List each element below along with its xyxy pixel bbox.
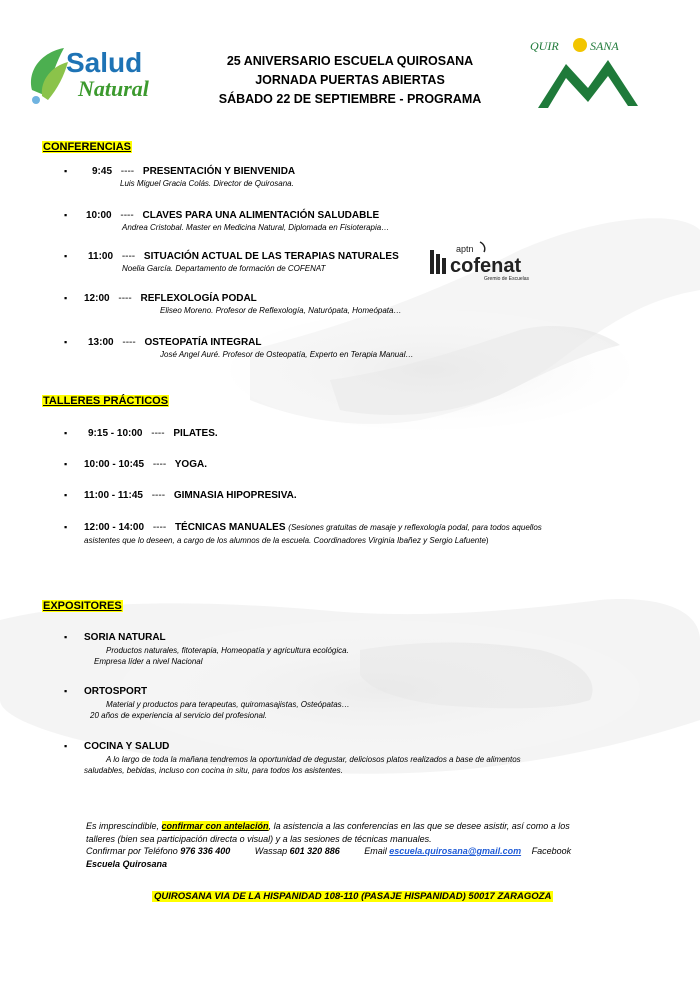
bullet-icon: ▪ (64, 337, 68, 347)
conference-speaker: Noelia García. Departamento de formación de COFENAT (122, 264, 326, 273)
quirosana-logo (528, 36, 648, 110)
svg-text:SANA: SANA (590, 39, 619, 53)
note-text: talleres (bien sea participación directa o visual) y a las sesiones de técnicas manuales. (86, 833, 432, 844)
exhibitor-name: ORTOSPORT (84, 686, 148, 697)
section-talleres-title: TALLERES PRÁCTICOS (43, 395, 169, 407)
workshop-title: YOGA. (174, 459, 207, 470)
separator: ---- (151, 490, 166, 501)
separator: ---- (152, 522, 167, 533)
conference-speaker: José Angel Auré. Profesor de Osteopatía, Experto en Terapia Manual… (160, 350, 414, 359)
workshop-item (64, 490, 297, 501)
conference-time: 13:00 (88, 337, 114, 348)
exhibitor-name: SORIA NATURAL (84, 632, 166, 643)
workshop-time: 10:00 - 10:45 (84, 459, 145, 470)
svg-text:aptn: aptn (456, 244, 474, 254)
conference-title: SITUACIÓN ACTUAL DE LAS TERAPIAS NATURALES (143, 251, 399, 262)
bullet-icon: ▪ (64, 293, 68, 303)
workshop-time: 11:00 - 11:45 (84, 490, 143, 501)
conference-time: 12:00 (84, 293, 110, 304)
email-label: Email (364, 846, 390, 856)
workshop-time: 12:00 - 14:00 (84, 522, 145, 533)
title-line-1: 25 ANIVERSARIO ESCUELA QUIROSANA (226, 54, 474, 68)
bullet-icon: ▪ (64, 459, 68, 469)
exhibitor-name: COCINA Y SALUD (84, 741, 170, 752)
footer-address: QUIROSANA VIA DE LA HISPANIDAD 108-110 (PASAJE HISPANIDAD) 50017 ZARAGOZA (154, 891, 552, 902)
conference-title: OSTEOPATÍA INTEGRAL (144, 337, 262, 348)
bullet-icon: ▪ (64, 522, 68, 532)
conference-time: 10:00 (86, 210, 112, 221)
separator: ---- (120, 166, 135, 177)
conference-title: CLAVES PARA UNA ALIMENTACIÓN SALUDABLE (142, 210, 380, 221)
bullet-icon: ▪ (64, 686, 68, 696)
workshop-time: 9:15 - 10:00 (88, 428, 143, 439)
svg-text:Gremio de Escuelas: Gremio de Escuelas (484, 276, 530, 282)
conference-item (64, 251, 399, 273)
conference-item (64, 166, 295, 188)
conference-speaker: Andrea Cristobal. Master en Medicina Natural, Diplomada en Fisioterapia… (122, 223, 390, 232)
conference-time: 9:45 (92, 166, 113, 177)
exhibitor-description: Productos naturales, fitoterapia, Homeopatía y agricultura ecológica. (106, 646, 349, 655)
conference-speaker: Eliseo Moreno. Profesor de Reflexología, Naturópata, Homeópata… (160, 306, 402, 315)
separator: ---- (121, 251, 136, 262)
note-highlight: confirmar con antelación (161, 821, 269, 831)
salud-natural-logo (22, 40, 162, 110)
page-title (170, 52, 530, 109)
workshop-title: GIMNASIA HIPOPRESIVA. (173, 490, 297, 501)
workshop-title: TÉCNICAS MANUALES (174, 522, 286, 533)
svg-text:cofenat: cofenat (450, 255, 522, 277)
conference-time: 11:00 (88, 251, 114, 262)
closing-parenthesis: ) (485, 536, 489, 545)
section-conferencias-title: CONFERENCIAS (43, 141, 132, 153)
facebook-label: Facebook (531, 846, 572, 856)
exhibitor-description: saludables, bebidas, incluso con cocina in situ, para todos los asistentes. (84, 766, 343, 775)
separator: ---- (122, 337, 136, 348)
section-expositores-title: EXPOSITORES (43, 600, 122, 612)
bullet-icon: ▪ (64, 490, 68, 500)
workshop-item (64, 459, 207, 470)
phone-label: Confirmar por Teléfono (86, 846, 181, 856)
exhibitor-description: A lo largo de toda la mañana tendremos la oportunidad de degustar, deliciosos platos realizados a base de alimentos (106, 755, 521, 764)
email-link[interactable]: escuela.quirosana@gmail.com (389, 846, 522, 856)
bullet-icon: ▪ (64, 251, 68, 261)
conference-item (64, 293, 401, 315)
registration-note (86, 820, 656, 870)
separator: ---- (120, 210, 134, 221)
wassap-label: Wassap (254, 846, 290, 856)
exhibitor-item (64, 741, 521, 776)
svg-text:Natural: Natural (78, 76, 149, 101)
conference-title: PRESENTACIÓN Y BIENVENIDA (142, 166, 296, 177)
svg-text:QUIR: QUIR (530, 39, 559, 53)
exhibitor-description: Empresa líder a nivel Nacional (94, 657, 203, 666)
bullet-icon: ▪ (64, 632, 68, 642)
note-text: , la asistencia a las conferencias en las que se desee asistir, así como a los (268, 821, 570, 831)
workshop-title: PILATES. (173, 428, 218, 439)
title-line-2: JORNADA PUERTAS ABIERTAS (255, 73, 445, 87)
workshop-item (64, 522, 542, 545)
workshop-description-continued: asistentes que lo deseen, a cargo de los alumnos de la escuela. Coordinadores Virginia Ibañez y Sergio Lafuente (84, 536, 486, 545)
separator: ---- (152, 459, 167, 470)
separator: ---- (151, 428, 165, 439)
conference-speaker: Luis Miguel Gracia Colás. Director de Quirosana. (120, 179, 294, 188)
conference-item (64, 210, 389, 232)
workshop-description: (Sesiones gratuitas de masaje y reflexología podal, para todos aquellos (288, 523, 542, 532)
exhibitor-item (64, 632, 349, 667)
school-name: Escuela Quirosana (86, 858, 168, 869)
exhibitor-description: 20 años de experiencia al servicio del profesional. (90, 711, 267, 720)
conference-title: REFLEXOLOGÍA PODAL (140, 293, 257, 304)
wassap-number: 601 320 886 (289, 846, 340, 856)
conference-item (64, 337, 413, 359)
bullet-icon: ▪ (64, 741, 68, 751)
bullet-icon: ▪ (64, 428, 68, 438)
workshop-item (64, 428, 218, 439)
separator: ---- (118, 293, 132, 304)
bullet-icon: ▪ (64, 166, 68, 176)
phone-number: 976 336 400 (180, 846, 231, 856)
exhibitor-item (64, 686, 350, 721)
svg-text:Salud: Salud (66, 47, 143, 78)
note-text: Es imprescindible, (86, 821, 162, 831)
title-line-3: SÁBADO 22 DE SEPTIEMBRE - PROGRAMA (218, 92, 482, 106)
cofenat-logo (428, 240, 532, 282)
exhibitor-description: Material y productos para terapeutas, quiromasajistas, Osteópatas… (106, 700, 350, 709)
bullet-icon: ▪ (64, 210, 68, 220)
